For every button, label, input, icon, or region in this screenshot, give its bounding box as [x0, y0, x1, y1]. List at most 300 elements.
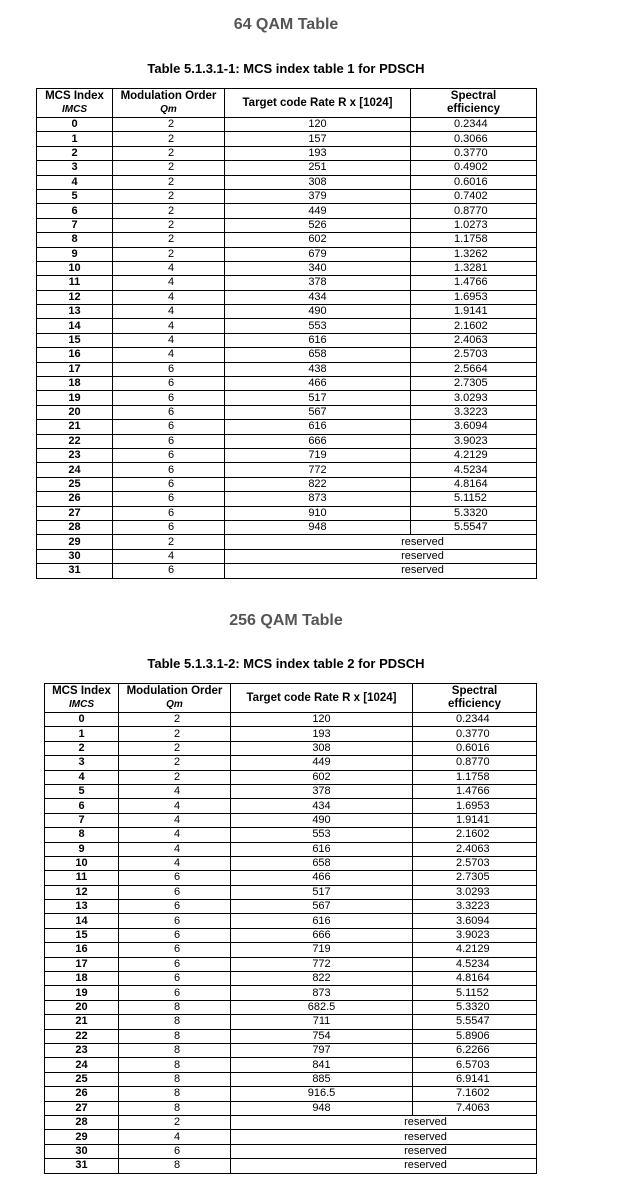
- table-row: [37, 520, 537, 534]
- table-row: [37, 319, 537, 333]
- mcs-index-cell: 10: [45, 856, 119, 870]
- table-row: [37, 348, 537, 362]
- mcs-index-cell: 2: [45, 741, 119, 755]
- modulation-order-cell: 8: [119, 1015, 231, 1029]
- table-row: [45, 957, 537, 971]
- header-target-code-rate: Target code Rate R x [1024]: [225, 89, 411, 118]
- table-row: [45, 799, 537, 813]
- table-row-reserved: [45, 1144, 537, 1158]
- table-header-row: [37, 89, 537, 118]
- code-rate-cell: 517: [231, 885, 413, 899]
- table-row: [45, 741, 537, 755]
- modulation-order-cell: 4: [119, 799, 231, 813]
- code-rate-cell: 719: [231, 943, 413, 957]
- reserved-cell: reserved: [225, 535, 537, 549]
- code-rate-cell: 517: [225, 391, 411, 405]
- header-modulation-order: Modulation Order Qm: [113, 89, 225, 118]
- spectral-efficiency-cell: 1.6953: [413, 799, 537, 813]
- modulation-order-cell: 6: [113, 362, 225, 376]
- mcs-table-1: [36, 88, 537, 579]
- code-rate-cell: 466: [231, 871, 413, 885]
- code-rate-cell: 553: [225, 319, 411, 333]
- table-row: [37, 463, 537, 477]
- modulation-order-cell: 4: [119, 784, 231, 798]
- modulation-order-cell: 6: [119, 986, 231, 1000]
- spectral-efficiency-cell: 3.3223: [411, 405, 537, 419]
- code-rate-cell: 466: [225, 377, 411, 391]
- mcs-index-cell: 25: [45, 1072, 119, 1086]
- code-rate-cell: 873: [225, 492, 411, 506]
- table-row: [45, 1072, 537, 1086]
- mcs-index-cell: 9: [45, 842, 119, 856]
- spectral-efficiency-cell: 2.7305: [411, 377, 537, 391]
- modulation-order-cell: 6: [119, 885, 231, 899]
- modulation-order-cell: 2: [113, 247, 225, 261]
- mcs-index-cell: 15: [45, 928, 119, 942]
- mcs-index-cell: 13: [45, 900, 119, 914]
- modulation-order-cell: 4: [119, 842, 231, 856]
- modulation-order-cell: 8: [119, 1159, 231, 1173]
- modulation-order-cell: 8: [119, 1043, 231, 1057]
- mcs-index-cell: 10: [37, 261, 113, 275]
- code-rate-cell: 193: [231, 727, 413, 741]
- mcs-index-cell: 31: [45, 1159, 119, 1173]
- table1-body: [37, 118, 537, 579]
- spectral-efficiency-cell: 1.0273: [411, 218, 537, 232]
- modulation-order-cell: 6: [119, 972, 231, 986]
- code-rate-cell: 948: [231, 1101, 413, 1115]
- code-rate-cell: 378: [225, 276, 411, 290]
- spectral-efficiency-cell: 4.5234: [413, 957, 537, 971]
- table-row: [45, 1087, 537, 1101]
- mcs-index-cell: 8: [45, 828, 119, 842]
- code-rate-cell: 679: [225, 247, 411, 261]
- table-row-reserved: [45, 1159, 537, 1173]
- modulation-order-cell: 8: [119, 1101, 231, 1115]
- code-rate-cell: 616: [231, 842, 413, 856]
- mcs-index-cell: 23: [37, 448, 113, 462]
- spectral-efficiency-cell: 3.0293: [413, 885, 537, 899]
- spectral-efficiency-cell: 5.3320: [413, 1000, 537, 1014]
- code-rate-cell: 719: [225, 448, 411, 462]
- table-row: [45, 928, 537, 942]
- table-row: [45, 986, 537, 1000]
- mcs-index-cell: 3: [37, 161, 113, 175]
- code-rate-cell: 682.5: [231, 1000, 413, 1014]
- modulation-order-cell: 6: [113, 477, 225, 491]
- table-row: [45, 756, 537, 770]
- table-row: [45, 1029, 537, 1043]
- modulation-order-cell: 6: [113, 492, 225, 506]
- table-row-reserved: [37, 564, 537, 578]
- spectral-efficiency-cell: 3.6094: [413, 914, 537, 928]
- table-row: [37, 305, 537, 319]
- code-rate-cell: 873: [231, 986, 413, 1000]
- table-row: [37, 492, 537, 506]
- header-mcs-index: MCS Index IMCS: [37, 89, 113, 118]
- spectral-efficiency-cell: 2.7305: [413, 871, 537, 885]
- spectral-efficiency-cell: 6.9141: [413, 1072, 537, 1086]
- mcs-index-cell: 23: [45, 1043, 119, 1057]
- mcs-index-cell: 1: [45, 727, 119, 741]
- spectral-efficiency-cell: 1.4766: [411, 276, 537, 290]
- code-rate-cell: 120: [225, 118, 411, 132]
- modulation-order-cell: 6: [113, 463, 225, 477]
- modulation-order-cell: 4: [113, 290, 225, 304]
- mcs-index-cell: 26: [45, 1087, 119, 1101]
- modulation-order-cell: 6: [113, 506, 225, 520]
- mcs-index-cell: 16: [37, 348, 113, 362]
- code-rate-cell: 526: [225, 218, 411, 232]
- table-row: [45, 914, 537, 928]
- spectral-efficiency-cell: 7.4063: [413, 1101, 537, 1115]
- spectral-efficiency-cell: 4.8164: [413, 972, 537, 986]
- spectral-efficiency-cell: 1.3281: [411, 261, 537, 275]
- modulation-order-cell: 4: [119, 813, 231, 827]
- modulation-order-cell: 4: [113, 348, 225, 362]
- spectral-efficiency-cell: 2.1602: [411, 319, 537, 333]
- table-row: [37, 175, 537, 189]
- mcs-index-cell: 7: [37, 218, 113, 232]
- table-row: [37, 132, 537, 146]
- table1-caption: Table 5.1.3.1-1: MCS index table 1 for PDSCH: [147, 61, 425, 76]
- mcs-index-cell: 22: [45, 1029, 119, 1043]
- spectral-efficiency-cell: 2.4063: [413, 842, 537, 856]
- table-row: [45, 900, 537, 914]
- modulation-order-cell: 8: [119, 1072, 231, 1086]
- reserved-cell: reserved: [231, 1159, 537, 1173]
- mcs-index-cell: 22: [37, 434, 113, 448]
- modulation-order-cell: 2: [113, 146, 225, 160]
- modulation-order-cell: 8: [119, 1087, 231, 1101]
- code-rate-cell: 379: [225, 189, 411, 203]
- mcs-index-cell: 31: [37, 564, 113, 578]
- table-row: [45, 871, 537, 885]
- mcs-index-cell: 15: [37, 333, 113, 347]
- spectral-efficiency-cell: 1.1758: [413, 770, 537, 784]
- mcs-index-cell: 1: [37, 132, 113, 146]
- table-row: [45, 1043, 537, 1057]
- mcs-index-cell: 29: [37, 535, 113, 549]
- header-spectral-efficiency: Spectral efficiency: [411, 89, 537, 118]
- spectral-efficiency-cell: 2.4063: [411, 333, 537, 347]
- mcs-index-cell: 14: [37, 319, 113, 333]
- mcs-index-cell: 4: [45, 770, 119, 784]
- modulation-order-cell: 6: [113, 448, 225, 462]
- code-rate-cell: 438: [225, 362, 411, 376]
- mcs-index-cell: 28: [37, 520, 113, 534]
- code-rate-cell: 567: [231, 900, 413, 914]
- spectral-efficiency-cell: 6.5703: [413, 1058, 537, 1072]
- modulation-order-cell: 2: [119, 756, 231, 770]
- code-rate-cell: 666: [225, 434, 411, 448]
- mcs-index-cell: 0: [45, 713, 119, 727]
- mcs-index-cell: 19: [37, 391, 113, 405]
- modulation-order-cell: 2: [113, 535, 225, 549]
- mcs-index-cell: 8: [37, 233, 113, 247]
- table2-caption: Table 5.1.3.1-2: MCS index table 2 for PDSCH: [147, 656, 425, 671]
- spectral-efficiency-cell: 1.9141: [411, 305, 537, 319]
- spectral-efficiency-cell: 2.5703: [411, 348, 537, 362]
- code-rate-cell: 449: [231, 756, 413, 770]
- spectral-efficiency-cell: 4.5234: [411, 463, 537, 477]
- spectral-efficiency-cell: 0.3066: [411, 132, 537, 146]
- modulation-order-cell: 6: [119, 900, 231, 914]
- spectral-efficiency-cell: 0.8770: [411, 204, 537, 218]
- modulation-order-cell: 2: [113, 118, 225, 132]
- spectral-efficiency-cell: 5.5547: [411, 520, 537, 534]
- spectral-efficiency-cell: 1.6953: [411, 290, 537, 304]
- modulation-order-cell: 6: [113, 520, 225, 534]
- modulation-order-cell: 4: [119, 856, 231, 870]
- table-header-row: [45, 684, 537, 713]
- header-spectral-efficiency: Spectral efficiency: [413, 684, 537, 713]
- code-rate-cell: 616: [231, 914, 413, 928]
- mcs-index-cell: 2: [37, 146, 113, 160]
- table-row: [45, 943, 537, 957]
- spectral-efficiency-cell: 1.9141: [413, 813, 537, 827]
- modulation-order-cell: 4: [113, 305, 225, 319]
- spectral-efficiency-cell: 1.1758: [411, 233, 537, 247]
- mcs-index-cell: 13: [37, 305, 113, 319]
- mcs-index-cell: 7: [45, 813, 119, 827]
- code-rate-cell: 308: [231, 741, 413, 755]
- mcs-index-cell: 14: [45, 914, 119, 928]
- code-rate-cell: 602: [231, 770, 413, 784]
- spectral-efficiency-cell: 0.6016: [411, 175, 537, 189]
- mcs-index-cell: 4: [37, 175, 113, 189]
- table-row: [37, 118, 537, 132]
- mcs-index-cell: 24: [37, 463, 113, 477]
- code-rate-cell: 340: [225, 261, 411, 275]
- code-rate-cell: 772: [225, 463, 411, 477]
- modulation-order-cell: 6: [113, 405, 225, 419]
- code-rate-cell: 251: [225, 161, 411, 175]
- table-row: [45, 1058, 537, 1072]
- code-rate-cell: 490: [231, 813, 413, 827]
- table-row: [45, 1101, 537, 1115]
- code-rate-cell: 822: [225, 477, 411, 491]
- spectral-efficiency-cell: 2.5703: [413, 856, 537, 870]
- table-row: [37, 218, 537, 232]
- mcs-index-cell: 26: [37, 492, 113, 506]
- table-row: [37, 189, 537, 203]
- table-row: [45, 842, 537, 856]
- code-rate-cell: 616: [225, 333, 411, 347]
- reserved-cell: reserved: [231, 1115, 537, 1129]
- modulation-order-cell: 4: [113, 333, 225, 347]
- spectral-efficiency-cell: 5.1152: [411, 492, 537, 506]
- spectral-efficiency-cell: 1.4766: [413, 784, 537, 798]
- modulation-order-cell: 6: [113, 434, 225, 448]
- table-row: [37, 448, 537, 462]
- mcs-index-cell: 18: [45, 972, 119, 986]
- table-row: [37, 247, 537, 261]
- code-rate-cell: 616: [225, 420, 411, 434]
- table-row: [37, 477, 537, 491]
- mcs-index-cell: 12: [37, 290, 113, 304]
- header-mcs-index: MCS Index IMCS: [45, 684, 119, 713]
- code-rate-cell: 378: [231, 784, 413, 798]
- code-rate-cell: 193: [225, 146, 411, 160]
- spectral-efficiency-cell: 5.3320: [411, 506, 537, 520]
- code-rate-cell: 711: [231, 1015, 413, 1029]
- table-row: [37, 204, 537, 218]
- modulation-order-cell: 2: [119, 770, 231, 784]
- code-rate-cell: 822: [231, 972, 413, 986]
- code-rate-cell: 666: [231, 928, 413, 942]
- table-row-reserved: [37, 549, 537, 563]
- spectral-efficiency-cell: 5.5547: [413, 1015, 537, 1029]
- mcs-index-cell: 18: [37, 377, 113, 391]
- reserved-cell: reserved: [231, 1130, 537, 1144]
- modulation-order-cell: 4: [113, 276, 225, 290]
- modulation-order-cell: 2: [113, 218, 225, 232]
- modulation-order-cell: 2: [119, 727, 231, 741]
- reserved-cell: reserved: [231, 1144, 537, 1158]
- modulation-order-cell: 2: [119, 741, 231, 755]
- spectral-efficiency-cell: 0.4902: [411, 161, 537, 175]
- code-rate-cell: 308: [225, 175, 411, 189]
- table-row: [37, 333, 537, 347]
- spectral-efficiency-cell: 0.2344: [413, 713, 537, 727]
- modulation-order-cell: 6: [119, 1144, 231, 1158]
- mcs-index-cell: 6: [37, 204, 113, 218]
- table-row: [45, 784, 537, 798]
- table-row: [37, 420, 537, 434]
- mcs-index-cell: 16: [45, 943, 119, 957]
- table-row: [37, 233, 537, 247]
- mcs-index-cell: 30: [37, 549, 113, 563]
- code-rate-cell: 490: [225, 305, 411, 319]
- code-rate-cell: 754: [231, 1029, 413, 1043]
- spectral-efficiency-cell: 2.5664: [411, 362, 537, 376]
- table-row: [37, 161, 537, 175]
- spectral-efficiency-cell: 0.6016: [413, 741, 537, 755]
- mcs-index-cell: 5: [45, 784, 119, 798]
- modulation-order-cell: 2: [113, 204, 225, 218]
- mcs-index-cell: 3: [45, 756, 119, 770]
- modulation-order-cell: 6: [119, 914, 231, 928]
- table-row: [37, 434, 537, 448]
- table-row-reserved: [37, 535, 537, 549]
- spectral-efficiency-cell: 0.7402: [411, 189, 537, 203]
- table-row: [45, 972, 537, 986]
- modulation-order-cell: 6: [119, 943, 231, 957]
- modulation-order-cell: 6: [119, 957, 231, 971]
- table-row: [45, 1015, 537, 1029]
- mcs-index-cell: 27: [37, 506, 113, 520]
- table1-section-title: 64 QAM Table: [233, 16, 339, 33]
- code-rate-cell: 434: [231, 799, 413, 813]
- spectral-efficiency-cell: 7.1602: [413, 1087, 537, 1101]
- table-row: [37, 261, 537, 275]
- table-row: [37, 405, 537, 419]
- spectral-efficiency-cell: 3.9023: [411, 434, 537, 448]
- mcs-index-cell: 19: [45, 986, 119, 1000]
- table-row: [45, 713, 537, 727]
- mcs-index-cell: 21: [45, 1015, 119, 1029]
- table-row: [37, 276, 537, 290]
- modulation-order-cell: 8: [119, 1029, 231, 1043]
- code-rate-cell: 120: [231, 713, 413, 727]
- modulation-order-cell: 6: [113, 377, 225, 391]
- mcs-index-cell: 20: [37, 405, 113, 419]
- code-rate-cell: 658: [225, 348, 411, 362]
- code-rate-cell: 434: [225, 290, 411, 304]
- table-row: [37, 290, 537, 304]
- modulation-order-cell: 4: [119, 1130, 231, 1144]
- code-rate-cell: 658: [231, 856, 413, 870]
- spectral-efficiency-cell: 0.3770: [413, 727, 537, 741]
- table-row: [37, 146, 537, 160]
- modulation-order-cell: 2: [113, 189, 225, 203]
- header-target-code-rate: Target code Rate R x [1024]: [231, 684, 413, 713]
- modulation-order-cell: 6: [113, 391, 225, 405]
- code-rate-cell: 948: [225, 520, 411, 534]
- modulation-order-cell: 2: [119, 1115, 231, 1129]
- spectral-efficiency-cell: 0.8770: [413, 756, 537, 770]
- code-rate-cell: 910: [225, 506, 411, 520]
- mcs-table-2: [44, 683, 537, 1174]
- table-row: [37, 377, 537, 391]
- table-row: [45, 727, 537, 741]
- spectral-efficiency-cell: 3.0293: [411, 391, 537, 405]
- spectral-efficiency-cell: 3.9023: [413, 928, 537, 942]
- table-row: [37, 362, 537, 376]
- spectral-efficiency-cell: 0.2344: [411, 118, 537, 132]
- spectral-efficiency-cell: 4.2129: [411, 448, 537, 462]
- table-row: [37, 391, 537, 405]
- modulation-order-cell: 4: [113, 549, 225, 563]
- mcs-index-cell: 29: [45, 1130, 119, 1144]
- table-row-reserved: [45, 1115, 537, 1129]
- mcs-index-cell: 12: [45, 885, 119, 899]
- modulation-order-cell: 6: [113, 564, 225, 578]
- code-rate-cell: 841: [231, 1058, 413, 1072]
- reserved-cell: reserved: [225, 549, 537, 563]
- table2-section-title: 256 QAM Table: [229, 612, 343, 629]
- mcs-index-cell: 17: [37, 362, 113, 376]
- table-row: [45, 770, 537, 784]
- modulation-order-cell: 6: [113, 420, 225, 434]
- modulation-order-cell: 6: [119, 871, 231, 885]
- table-row: [45, 1000, 537, 1014]
- code-rate-cell: 885: [231, 1072, 413, 1086]
- code-rate-cell: 553: [231, 828, 413, 842]
- modulation-order-cell: 8: [119, 1000, 231, 1014]
- modulation-order-cell: 2: [113, 175, 225, 189]
- modulation-order-cell: 2: [113, 132, 225, 146]
- modulation-order-cell: 2: [113, 161, 225, 175]
- mcs-index-cell: 9: [37, 247, 113, 261]
- spectral-efficiency-cell: 6.2266: [413, 1043, 537, 1057]
- modulation-order-cell: 2: [119, 713, 231, 727]
- code-rate-cell: 157: [225, 132, 411, 146]
- table-row: [45, 856, 537, 870]
- table-row: [45, 885, 537, 899]
- spectral-efficiency-cell: 5.8906: [413, 1029, 537, 1043]
- modulation-order-cell: 2: [113, 233, 225, 247]
- modulation-order-cell: 4: [113, 261, 225, 275]
- spectral-efficiency-cell: 3.6094: [411, 420, 537, 434]
- mcs-index-cell: 28: [45, 1115, 119, 1129]
- code-rate-cell: 449: [225, 204, 411, 218]
- mcs-index-cell: 21: [37, 420, 113, 434]
- code-rate-cell: 602: [225, 233, 411, 247]
- spectral-efficiency-cell: 5.1152: [413, 986, 537, 1000]
- code-rate-cell: 797: [231, 1043, 413, 1057]
